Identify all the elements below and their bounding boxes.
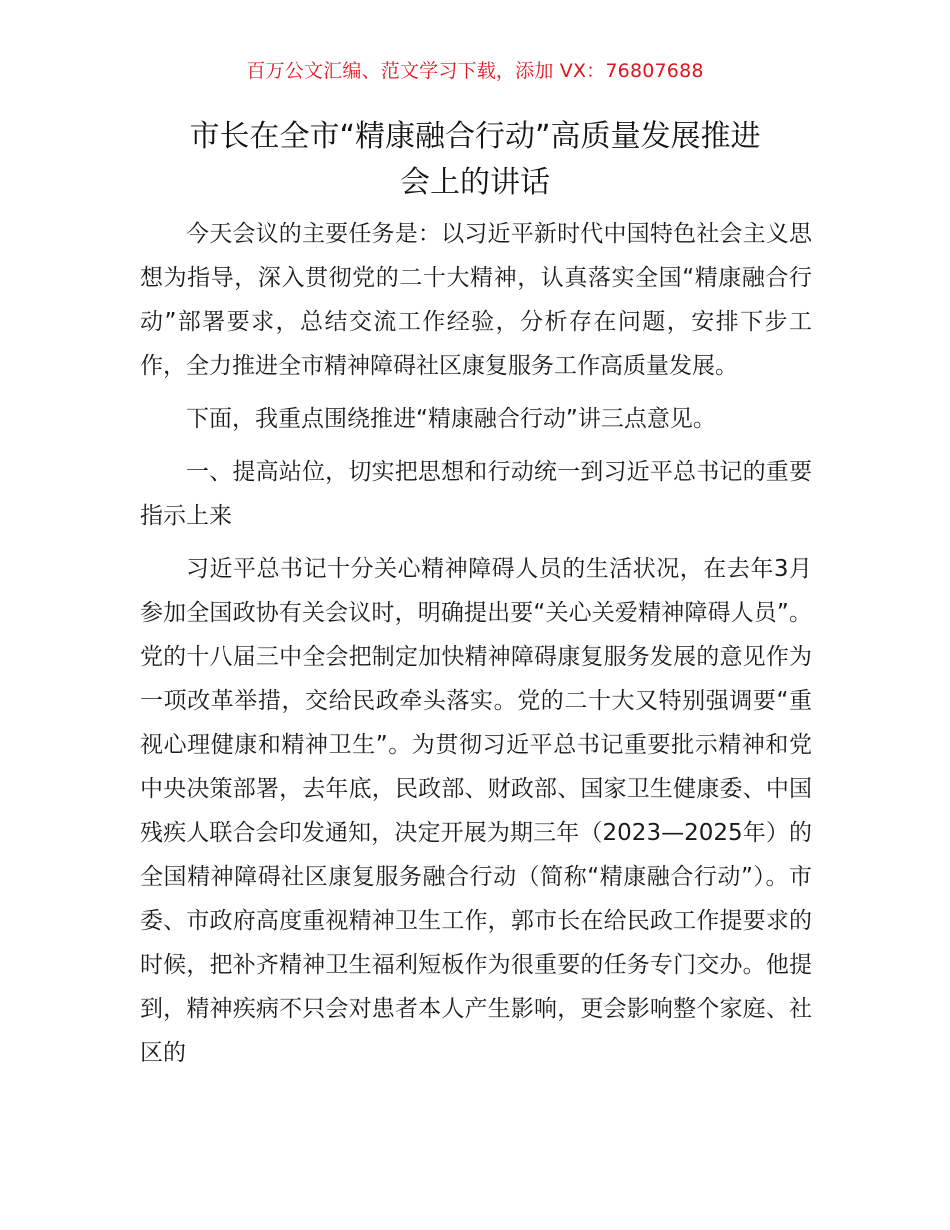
title-line-2: 会上的讲话	[400, 165, 550, 200]
title-line-1: 市长在全市“精康融合行动”高质量发展推进	[189, 119, 761, 154]
section-heading-1: 一、提高站位，切实把思想和行动统一到习近平总书记的重要指示上来	[140, 459, 812, 529]
document-body	[140, 212, 812, 1084]
watermark-header: 百万公文汇编、范文学习下载，添加 VX：76807688	[246, 60, 704, 82]
paragraph-overview: 下面，我重点围绕推进“精康融合行动”讲三点意见。	[186, 406, 716, 432]
document-title	[130, 114, 820, 206]
paragraph-intro: 今天会议的主要任务是：以习近平新时代中国特色社会主义思想为指导，深入贯彻党的二十大精神，认真落实全国“精康融合行动”部署要求，总结交流工作经验，分析存在问题，安排下步工作，全力推进全市精神障碍社区康复服务工作高质量发展。	[140, 221, 812, 379]
paragraph-section-1: 习近平总书记十分关心精神障碍人员的生活状况，在去年3月参加全国政协有关会议时，明确提出要“关心关爱精神障碍人员”。党的十八届三中全会把制定加快精神障碍康复服务发展的意见作为一项改革举措，交给民政牵头落实。党的二十大又特别强调要“重视心理健康和精神卫生”。为贯彻习近平总书记重要批示精神和党中央决策部署，去年底，民政部、财政部、国家卫生健康委、中国残疾人联合会印发通知，决定开展为期三年（2023—2025年）的全国精神障碍社区康复服务融合行动（简称“精康融合行动”）。市委、市政府高度重视精神卫生工作，郭市长在给民政工作提要求的时候，把补齐精神卫生福利短板作为很重要的任务专门交办。他提到，精神疾病不只会对患者本人产生影响，更会影响整个家庭、社区的	[140, 556, 812, 1066]
